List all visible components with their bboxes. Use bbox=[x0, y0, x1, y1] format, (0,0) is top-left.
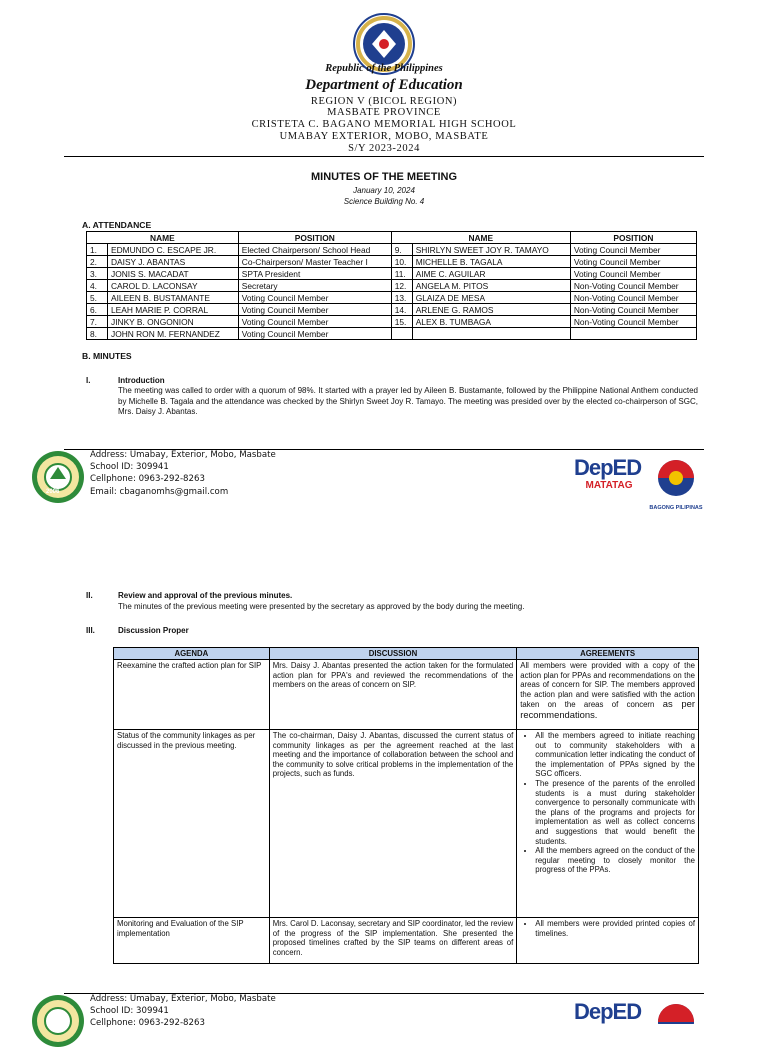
table-row bbox=[87, 280, 697, 292]
section-3-number: III. bbox=[86, 626, 95, 635]
school-logo bbox=[30, 449, 86, 505]
member-position: Voting Council Member bbox=[570, 256, 696, 268]
deped-matatag-logo bbox=[574, 456, 644, 512]
member-name: JOHN RON M. FERNANDEZ bbox=[108, 328, 239, 340]
member-name: AIME C. AGUILAR bbox=[412, 268, 570, 280]
row-number: 9. bbox=[391, 244, 412, 256]
discussion-header-row bbox=[114, 648, 699, 660]
row-number bbox=[391, 328, 412, 340]
deped-logo-2: DepED bbox=[574, 999, 642, 1024]
header-republic: Republic of the Philippines bbox=[325, 63, 443, 74]
table-row bbox=[87, 268, 697, 280]
member-position: Voting Council Member bbox=[570, 268, 696, 280]
attendance-header-row bbox=[87, 232, 697, 244]
table-row bbox=[87, 292, 697, 304]
header-province: MASBATE PROVINCE bbox=[327, 107, 441, 118]
attendance-heading: A. ATTENDANCE bbox=[82, 220, 152, 230]
section-2-text: The minutes of the previous meeting were presented by the secretary as approved by the body during the meeting. bbox=[118, 602, 525, 611]
matatag-wordmark: MATATAG bbox=[585, 480, 633, 491]
section-3-title: Discussion Proper bbox=[118, 626, 189, 635]
bagong-pilipinas-logo-2 bbox=[648, 1000, 704, 1024]
deped-wordmark: DepED bbox=[574, 455, 642, 480]
row-number: 4. bbox=[87, 280, 108, 292]
footer-school-id-2: School ID: 309941 bbox=[90, 1006, 169, 1017]
member-position: Co-Chairperson/ Master Teacher I bbox=[238, 256, 391, 268]
minutes-heading: B. MINUTES bbox=[82, 351, 132, 361]
list-item: • All the members agreed to initiate reaching out to community stakeholders with a communication letter indicating the conduct of the implementation of PPAs signed by the SGC officers. bbox=[535, 731, 695, 779]
header-region: REGION V (BICOL REGION) bbox=[310, 96, 458, 107]
agreement-cell bbox=[517, 730, 699, 918]
member-position: Secretary bbox=[238, 280, 391, 292]
member-name: ARLENE G. RAMOS bbox=[412, 304, 570, 316]
footer-info-2 bbox=[90, 993, 276, 1030]
page-title: MINUTES OF THE MEETING bbox=[310, 171, 458, 183]
col-discussion: DISCUSSION bbox=[269, 648, 517, 660]
row-number: 15. bbox=[391, 316, 412, 328]
row-number: 11. bbox=[391, 268, 412, 280]
row-number: 8. bbox=[87, 328, 108, 340]
row-number: 2. bbox=[87, 256, 108, 268]
discussion-cell: Mrs. Daisy J. Abantas presented the action taken for the formulated action plan for PPA's and reviewed the recommendations of the members on the areas of concern on SIP. bbox=[269, 660, 517, 730]
member-name bbox=[412, 328, 570, 340]
member-name: EDMUNDO C. ESCAPE JR. bbox=[108, 244, 239, 256]
header-department: Department of Education bbox=[305, 77, 463, 93]
header-school: CRISTETA C. BAGANO MEMORIAL HIGH SCHOOL bbox=[251, 119, 517, 130]
member-name: DAISY J. ABANTAS bbox=[108, 256, 239, 268]
col-position-2: POSITION bbox=[570, 232, 696, 244]
agreement-text: All members were provided with a copy of the action plan for PPAs and recommendations on the areas of concern for SIP. The members approved the action plan and were satisfied with the action taken on the areas of concern bbox=[520, 661, 695, 710]
footer-address-2: Address: Umabay, Exterior, Mobo, Masbate bbox=[90, 994, 276, 1004]
agreement-tail: as per recommendations. bbox=[520, 698, 695, 720]
section-1-title: Introduction bbox=[118, 376, 165, 385]
row-number: 7. bbox=[87, 316, 108, 328]
list-item: • The presence of the parents of the enrolled students is a must during stakeholder convergence to personally communicate with the plans of the programs and projects for implementation as well as collect concerns and suggestions that would benefit the students. bbox=[535, 779, 695, 846]
col-name: NAME bbox=[87, 232, 239, 244]
table-row bbox=[87, 304, 697, 316]
row-number: 14. bbox=[391, 304, 412, 316]
row-number: 12. bbox=[391, 280, 412, 292]
member-name: ANGELA M. PITOS bbox=[412, 280, 570, 292]
meeting-date: January 10, 2024 bbox=[353, 186, 415, 195]
member-position: Non-Voting Council Member bbox=[570, 316, 696, 328]
header-divider bbox=[64, 156, 704, 157]
member-position: Non-Voting Council Member bbox=[570, 292, 696, 304]
footer-cellphone: Cellphone: 0963-292-8263 bbox=[90, 474, 205, 485]
footer-cellphone-2: Cellphone: 0963-292-8263 bbox=[90, 1018, 205, 1029]
row-number: 5. bbox=[87, 292, 108, 304]
member-position: Voting Council Member bbox=[238, 304, 391, 316]
agreement-list bbox=[517, 731, 695, 875]
member-name: CAROL D. LACONSAY bbox=[108, 280, 239, 292]
footer-address: Address: Umabay, Exterior, Mobo, Masbate bbox=[90, 450, 276, 460]
member-name: JONIS S. MACADAT bbox=[108, 268, 239, 280]
footer-school-id: School ID: 309941 bbox=[90, 462, 169, 473]
discussion-cell: The co-chairman, Daisy J. Abantas, discussed the current status of community linkages as per the agreement reached at the last meeting and the importance of collaboration between the school and the community to solve critical problems in the implementation of the projects, such as funds. bbox=[269, 730, 517, 918]
member-position: Non-Voting Council Member bbox=[570, 304, 696, 316]
member-position: SPTA President bbox=[238, 268, 391, 280]
agenda-cell: Reexamine the crafted action plan for SIP bbox=[114, 660, 270, 730]
agenda-cell: Monitoring and Evaluation of the SIP implementation bbox=[114, 918, 270, 964]
table-row bbox=[87, 328, 697, 340]
table-row bbox=[87, 244, 697, 256]
member-name: MICHELLE B. TAGALA bbox=[412, 256, 570, 268]
member-position: Voting Council Member bbox=[238, 292, 391, 304]
section-2-title: Review and approval of the previous minutes. bbox=[118, 591, 293, 600]
member-name: JINKY B. ONGONION bbox=[108, 316, 239, 328]
row-number: 3. bbox=[87, 268, 108, 280]
bagong-pilipinas-logo bbox=[648, 456, 704, 512]
member-name: LEAH MARIE P. CORRAL bbox=[108, 304, 239, 316]
row-number: 6. bbox=[87, 304, 108, 316]
table-row bbox=[114, 918, 699, 964]
table-row bbox=[87, 256, 697, 268]
member-position bbox=[570, 328, 696, 340]
header-school-year: S/Y 2023-2024 bbox=[348, 143, 420, 154]
table-row bbox=[87, 316, 697, 328]
row-number: 10. bbox=[391, 256, 412, 268]
member-name: ALEX B. TUMBAGA bbox=[412, 316, 570, 328]
school-logo-2 bbox=[30, 993, 86, 1049]
table-row bbox=[114, 730, 699, 918]
member-position: Elected Chairperson/ School Head bbox=[238, 244, 391, 256]
section-1-number: I. bbox=[86, 376, 91, 385]
meeting-venue: Science Building No. 4 bbox=[343, 197, 425, 206]
col-position: POSITION bbox=[238, 232, 391, 244]
member-name: GLAIZA DE MESA bbox=[412, 292, 570, 304]
header-address: UMABAY EXTERIOR, MOBO, MASBATE bbox=[279, 131, 489, 142]
row-number: 13. bbox=[391, 292, 412, 304]
agreement-list bbox=[517, 919, 695, 938]
bagong-pilipinas-text: BAGONG PILIPINAS bbox=[649, 505, 703, 511]
member-position: Voting Council Member bbox=[238, 328, 391, 340]
discussion-cell: Mrs. Carol D. Laconsay, secretary and SIP coordinator, led the review of the progress of the SIP implementation. She presented the proposed timelines crafted by the SIP teams on different areas of concern. bbox=[269, 918, 517, 964]
table-row bbox=[114, 660, 699, 730]
row-number: 1. bbox=[87, 244, 108, 256]
agreement-cell bbox=[517, 918, 699, 964]
member-name: AILEEN B. BUSTAMANTE bbox=[108, 292, 239, 304]
member-position: Voting Council Member bbox=[570, 244, 696, 256]
member-name: SHIRLYN SWEET JOY R. TAMAYO bbox=[412, 244, 570, 256]
school-logo-year: 2006 bbox=[46, 489, 60, 495]
agenda-cell: Status of the community linkages as per discussed in the previous meeting. bbox=[114, 730, 270, 918]
section-1-text: The meeting was called to order with a quorum of 98%. It started with a prayer led by Aileen B. Bustamante, followed by the Philippine National Anthem conducted by Michelle B. Tagala and the attendance was checked by the Shirlyn Sweet Joy R. Tamayo. The meeting was presided over by the elected co-chairperson of SGC, Mrs. Daisy J. Abantas. bbox=[118, 386, 698, 416]
col-name-2: NAME bbox=[391, 232, 570, 244]
section-2-number: II. bbox=[86, 591, 93, 600]
list-item: • All the members agreed on the conduct of the regular meeting to closely monitor the progress of the PPAs. bbox=[535, 846, 695, 875]
col-agenda: AGENDA bbox=[114, 648, 270, 660]
list-item: • All members were provided printed copies of timelines. bbox=[535, 919, 695, 938]
member-position: Non-Voting Council Member bbox=[570, 280, 696, 292]
footer-email: Email: cbaganomhs@gmail.com bbox=[90, 486, 229, 497]
attendance-table bbox=[86, 231, 697, 340]
member-position: Voting Council Member bbox=[238, 316, 391, 328]
footer-info bbox=[90, 449, 276, 498]
agreement-cell bbox=[517, 660, 699, 730]
discussion-table bbox=[113, 647, 699, 964]
col-agreements: AGREEMENTS bbox=[517, 648, 699, 660]
